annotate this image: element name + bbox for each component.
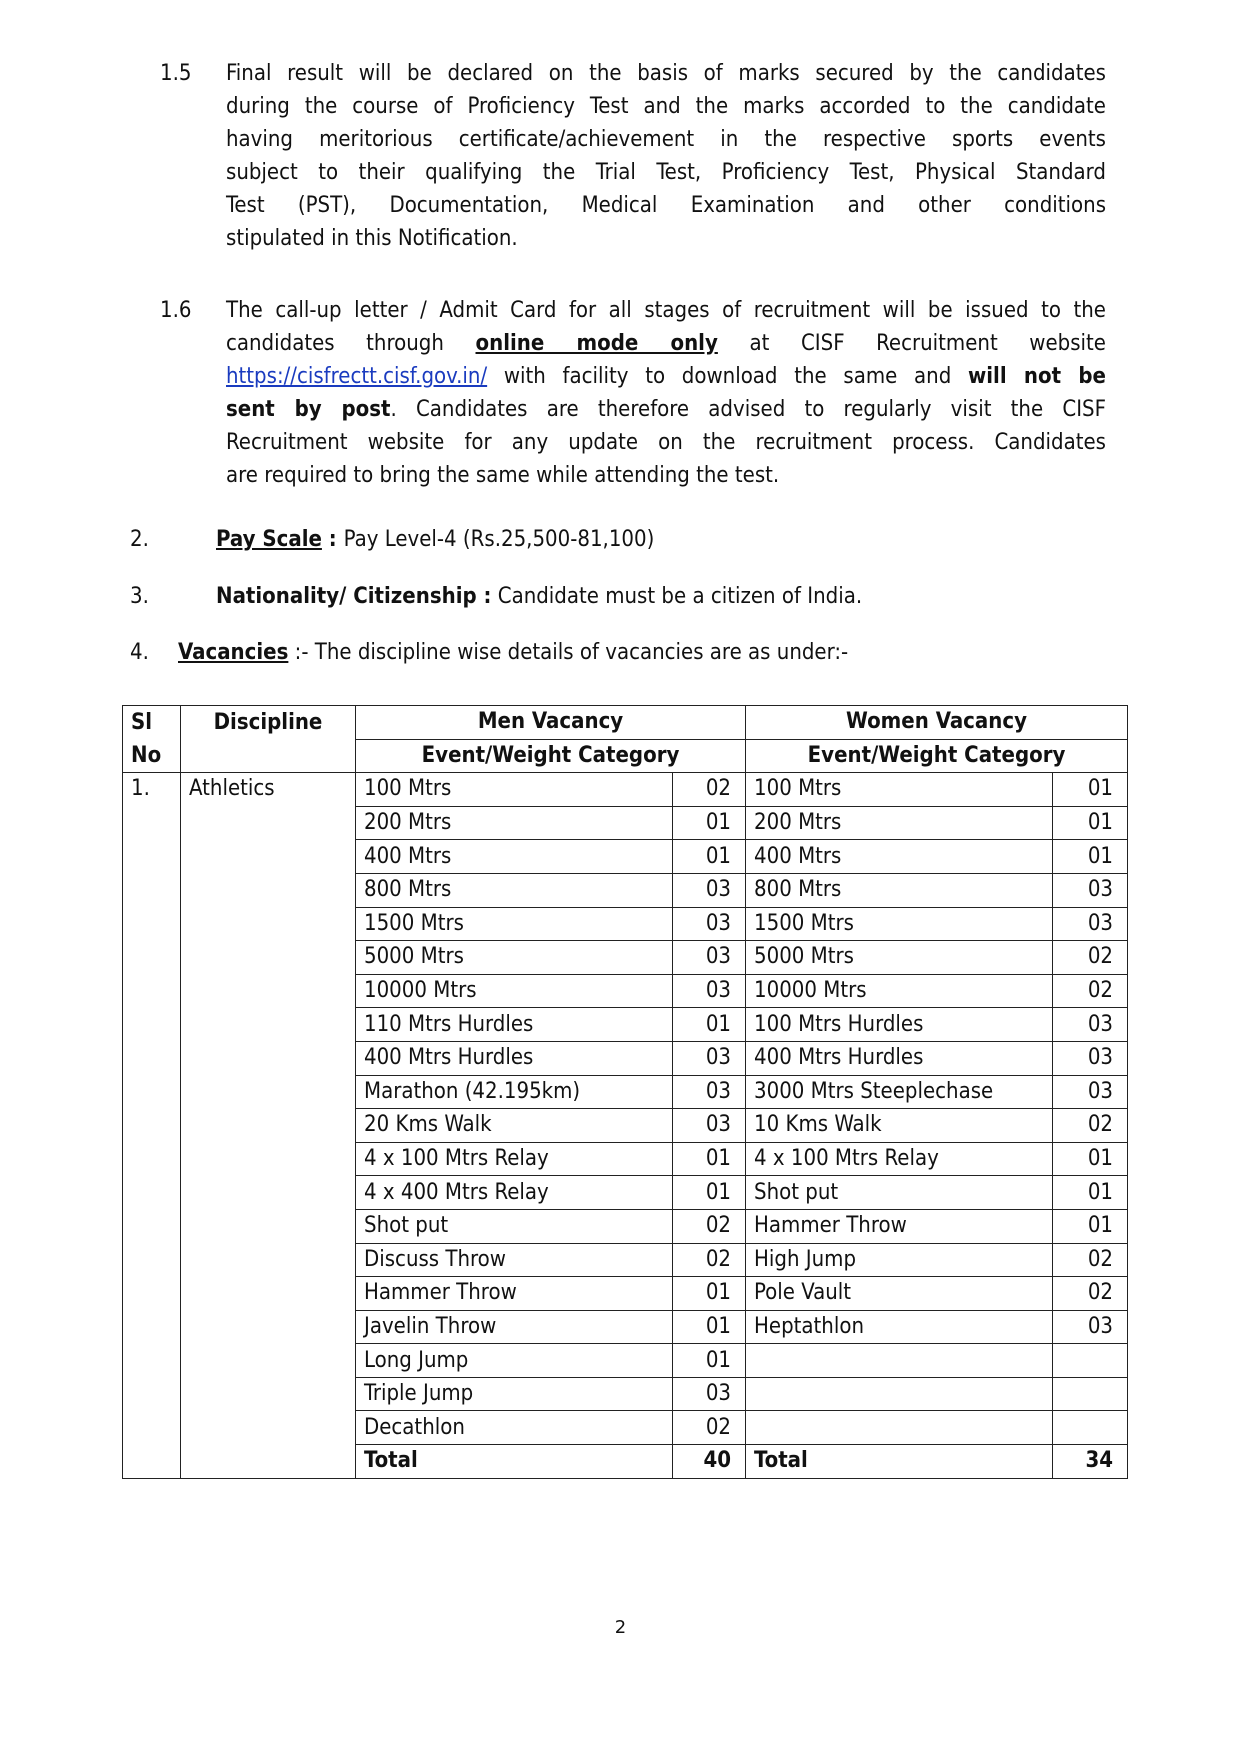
text-line: The call-up letter / Admit Card for all stages of recruitment will be issued to the — [226, 298, 1106, 323]
text-line: having meritorious certificate/achievement in the respective sports events — [226, 127, 1106, 152]
cell-men-event: 10000 Mtrs — [356, 974, 673, 1008]
cell-women-count — [1053, 1377, 1128, 1411]
cell-men-event: 5000 Mtrs — [356, 941, 673, 975]
table-header-row — [123, 706, 1128, 740]
section-text: Candidate must be a citizen of India. — [491, 584, 863, 609]
cell-men-event: 400 Mtrs — [356, 840, 673, 874]
cell-men-count: 02 — [673, 1243, 746, 1277]
cell-men-count: 01 — [673, 1277, 746, 1311]
section-vacancies — [130, 638, 849, 668]
cell-sl-no: 1. — [123, 773, 181, 1478]
cell-women-count: 03 — [1053, 1075, 1128, 1109]
header-sl-no-2: No — [123, 739, 181, 773]
header-sl-no: Sl — [123, 706, 181, 740]
paragraph-body — [226, 57, 1106, 255]
cell-men-event: Shot put — [356, 1209, 673, 1243]
text-line: Test (PST), Documentation, Medical Examination and other conditions — [226, 193, 1106, 218]
cell-women-count: 01 — [1053, 773, 1128, 807]
cell-men-total: 40 — [673, 1445, 746, 1479]
cell-men-count: 03 — [673, 941, 746, 975]
cell-men-event: 1500 Mtrs — [356, 907, 673, 941]
section-label: Pay Scale — [216, 527, 322, 552]
header-women-vacancy: Women Vacancy — [746, 706, 1128, 740]
table-row — [123, 773, 1128, 807]
cell-men-event: 4 x 400 Mtrs Relay — [356, 1176, 673, 1210]
cell-women-event — [746, 1411, 1053, 1445]
cell-men-count: 01 — [673, 1142, 746, 1176]
cell-women-count: 02 — [1053, 1277, 1128, 1311]
paragraph-1-6 — [0, 294, 1241, 494]
cell-men-event: Javelin Throw — [356, 1310, 673, 1344]
vacancy-table — [122, 705, 1128, 1479]
cell-women-event — [746, 1344, 1053, 1378]
cell-men-count: 03 — [673, 1377, 746, 1411]
cell-men-event: Triple Jump — [356, 1377, 673, 1411]
cell-women-count — [1053, 1411, 1128, 1445]
paragraph-number: 1.5 — [160, 61, 192, 86]
cell-men-count: 03 — [673, 1109, 746, 1143]
text-line: subject to their qualifying the Trial Test, Proficiency Test, Physical Standard — [226, 160, 1106, 185]
cell-women-count: 01 — [1053, 840, 1128, 874]
cell-women-count: 01 — [1053, 1209, 1128, 1243]
cell-men-count: 02 — [673, 1411, 746, 1445]
cell-women-count: 01 — [1053, 1142, 1128, 1176]
cell-women-total-label: Total — [746, 1445, 1053, 1479]
cell-women-event: 10000 Mtrs — [746, 974, 1053, 1008]
cell-women-event: Hammer Throw — [746, 1209, 1053, 1243]
cell-women-count: 02 — [1053, 1109, 1128, 1143]
cell-men-event: Discuss Throw — [356, 1243, 673, 1277]
text-line: during the course of Proficiency Test and the marks accorded to the candidate — [226, 94, 1106, 119]
cell-women-event: 5000 Mtrs — [746, 941, 1053, 975]
cell-men-count: 02 — [673, 773, 746, 807]
cell-women-count: 01 — [1053, 1176, 1128, 1210]
section-number: 4. — [130, 640, 149, 665]
cell-women-count: 01 — [1053, 806, 1128, 840]
header-women-event-category: Event/Weight Category — [746, 739, 1128, 773]
header-discipline-blank — [181, 739, 356, 773]
page-number: 2 — [614, 1617, 627, 1638]
text-segment: candidates through — [226, 331, 444, 356]
paragraph-1-5 — [0, 57, 1241, 257]
cell-men-event: 20 Kms Walk — [356, 1109, 673, 1143]
text-line: stipulated in this Notification. — [226, 226, 518, 251]
cell-women-count: 03 — [1053, 1041, 1128, 1075]
emphasis-not-by-post: will not be — [967, 364, 1106, 389]
cell-men-event: 400 Mtrs Hurdles — [356, 1041, 673, 1075]
header-men-event-category: Event/Weight Category — [356, 739, 746, 773]
text-segment: with facility to download the same and — [503, 364, 952, 389]
cell-men-count: 01 — [673, 806, 746, 840]
cell-women-event: 100 Mtrs — [746, 773, 1053, 807]
cell-women-count: 03 — [1053, 1310, 1128, 1344]
cell-women-count: 03 — [1053, 1008, 1128, 1042]
cell-men-count: 03 — [673, 1075, 746, 1109]
cell-women-event: 400 Mtrs Hurdles — [746, 1041, 1053, 1075]
cell-men-count: 03 — [673, 1041, 746, 1075]
section-text: Pay Level-4 (Rs.25,500-81,100) — [343, 527, 655, 552]
section-number: 3. — [130, 584, 149, 609]
cell-men-count: 01 — [673, 1310, 746, 1344]
section-separator: : — [321, 527, 344, 552]
cell-men-event: Marathon (42.195km) — [356, 1075, 673, 1109]
cell-women-event: 800 Mtrs — [746, 873, 1053, 907]
cell-men-event: 800 Mtrs — [356, 873, 673, 907]
cell-men-event: Long Jump — [356, 1344, 673, 1378]
cell-men-total-label: Total — [356, 1445, 673, 1479]
cell-women-count: 02 — [1053, 974, 1128, 1008]
cell-men-count: 01 — [673, 1008, 746, 1042]
paragraph-number: 1.6 — [160, 298, 192, 323]
header-men-vacancy: Men Vacancy — [356, 706, 746, 740]
cell-women-count — [1053, 1344, 1128, 1378]
cell-women-count: 02 — [1053, 1243, 1128, 1277]
text-line: are required to bring the same while attending the test. — [226, 463, 780, 488]
cell-men-event: Hammer Throw — [356, 1277, 673, 1311]
cell-discipline: Athletics — [181, 773, 356, 1478]
section-text: :- The discipline wise details of vacancies are as under:- — [288, 640, 849, 665]
cell-men-count: 01 — [673, 840, 746, 874]
table-subheader-row — [123, 739, 1128, 773]
cell-men-event: 100 Mtrs — [356, 773, 673, 807]
text-segment: . Candidates are therefore advised to regularly visit the CISF — [390, 397, 1106, 422]
text-line: Final result will be declared on the basis of marks secured by the candidates — [226, 61, 1106, 86]
cell-women-count: 02 — [1053, 941, 1128, 975]
section-label: Nationality/ Citizenship : — [216, 584, 492, 609]
cell-men-count: 03 — [673, 873, 746, 907]
cell-men-event: Decathlon — [356, 1411, 673, 1445]
header-discipline: Discipline — [181, 706, 356, 740]
cell-women-event: 400 Mtrs — [746, 840, 1053, 874]
cell-women-event: 200 Mtrs — [746, 806, 1053, 840]
text-line — [226, 393, 1106, 426]
emphasis-sent-by-post: sent by post — [226, 397, 391, 422]
cell-men-event: 200 Mtrs — [356, 806, 673, 840]
cell-women-event: 10 Kms Walk — [746, 1109, 1053, 1143]
text-line: Recruitment website for any update on the recruitment process. Candidates — [226, 430, 1106, 455]
cell-men-count: 03 — [673, 974, 746, 1008]
cell-men-count: 01 — [673, 1344, 746, 1378]
cell-men-event: 110 Mtrs Hurdles — [356, 1008, 673, 1042]
cell-women-count: 03 — [1053, 907, 1128, 941]
cell-women-event: Pole Vault — [746, 1277, 1053, 1311]
cell-women-event: 4 x 100 Mtrs Relay — [746, 1142, 1053, 1176]
cell-women-event: High Jump — [746, 1243, 1053, 1277]
cell-men-event: 4 x 100 Mtrs Relay — [356, 1142, 673, 1176]
text-line — [226, 360, 1106, 393]
recruitment-website-link[interactable]: https://cisfrectt.cisf.gov.in/ — [226, 364, 488, 389]
text-segment: at CISF Recruitment website — [749, 331, 1106, 356]
section-label: Vacancies — [178, 640, 289, 665]
cell-women-total: 34 — [1053, 1445, 1128, 1479]
cell-men-count: 02 — [673, 1209, 746, 1243]
cell-women-count: 03 — [1053, 873, 1128, 907]
section-number: 2. — [130, 527, 149, 552]
cell-women-event: 1500 Mtrs — [746, 907, 1053, 941]
cell-women-event — [746, 1377, 1053, 1411]
emphasis-online-mode: online mode only — [475, 331, 718, 356]
cell-men-count: 03 — [673, 907, 746, 941]
section-nationality — [130, 582, 863, 612]
paragraph-body — [226, 294, 1106, 492]
section-pay-scale — [130, 525, 655, 555]
text-line — [226, 327, 1106, 360]
cell-women-event: 100 Mtrs Hurdles — [746, 1008, 1053, 1042]
cell-women-event: Shot put — [746, 1176, 1053, 1210]
cell-men-count: 01 — [673, 1176, 746, 1210]
cell-women-event: Heptathlon — [746, 1310, 1053, 1344]
cell-women-event: 3000 Mtrs Steeplechase — [746, 1075, 1053, 1109]
